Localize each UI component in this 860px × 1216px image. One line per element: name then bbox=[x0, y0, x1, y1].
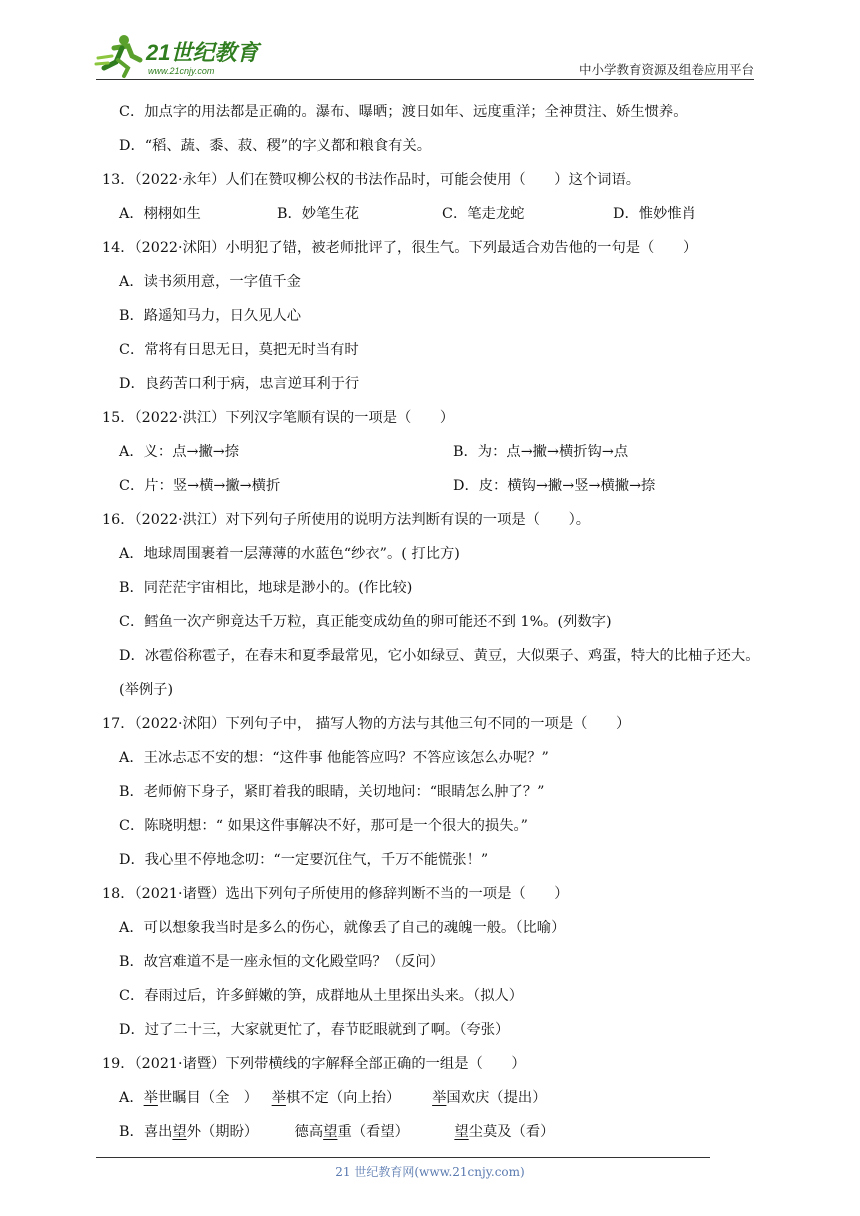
q13-option-c: C．笔走龙蛇 bbox=[442, 206, 525, 222]
q17-option-c: C．陈晓明想：“ 如果这件事解决不好，那可是一个很大的损失。” bbox=[119, 818, 528, 834]
logo-url: www.21cnjy.com bbox=[148, 66, 215, 76]
q17-option-b: B．老师俯下身子，紧盯着我的眼睛，关切地问：“眼睛怎么肿了？” bbox=[119, 784, 545, 800]
q16-option-c: C．鳕鱼一次产卵竟达千万粒，真正能变成幼鱼的卵可能还不到 1%。(列数字) bbox=[119, 614, 612, 630]
page-header bbox=[0, 0, 860, 84]
q19-option-a: A．举世瞩目（全 ） 举棋不定（向上抬） 举国欢庆（提出） bbox=[119, 1090, 547, 1106]
q16-stem: 16．（2022·洪江）对下列句子所使用的说明方法判断有误的一项是（ ）。 bbox=[102, 512, 591, 528]
q12-option-d: D．“稻、蔬、黍、菽、稷”的字义都和粮食有关。 bbox=[119, 138, 432, 154]
q13-option-d: D．惟妙惟肖 bbox=[613, 206, 696, 222]
q16-option-a: A．地球周围裹着一层薄薄的水蓝色“纱衣”。( 打比方) bbox=[119, 546, 460, 562]
underlined-char: 望 bbox=[454, 1124, 469, 1140]
footer-divider bbox=[96, 1157, 710, 1158]
q15-stem: 15．（2022·洪江）下列汉字笔顺有误的一项是（ ） bbox=[102, 410, 455, 426]
header-divider bbox=[96, 79, 754, 80]
q13-options bbox=[102, 197, 764, 231]
exam-content bbox=[102, 95, 764, 1149]
q12-option-c: C．加点字的用法都是正确的。瀑布、曝晒；渡日如年、远度重洋；全神贯注、娇生惯养。 bbox=[119, 104, 688, 120]
q18-option-b: B．故宫难道不是一座永恒的文化殿堂吗？（反问） bbox=[119, 954, 445, 970]
q14-stem: 14．（2022·沭阳）小明犯了错，被老师批评了，很生气。下列最适合劝告他的一句是（ ） bbox=[102, 240, 698, 256]
q18-option-c: C．春雨过后，许多鲜嫩的笋，成群地从土里探出头来。（拟人） bbox=[119, 988, 524, 1004]
q16-option-b: B．同茫茫宇宙相比，地球是渺小的。(作比较) bbox=[119, 580, 413, 596]
q17-option-d: D．我心里不停地念叨：“一定要沉住气，千万不能慌张！” bbox=[119, 852, 489, 868]
q15-options-row2 bbox=[102, 469, 764, 503]
underlined-char: 望 bbox=[323, 1124, 338, 1140]
q14-option-d: D．良药苦口利于病，忠言逆耳利于行 bbox=[119, 376, 360, 392]
q14-option-c: C．常将有日思无日，莫把无时当有时 bbox=[119, 342, 359, 358]
underlined-char: 望 bbox=[172, 1124, 187, 1140]
q16-option-d: D．冰雹俗称雹子，在春末和夏季最常见，它小如绿豆、黄豆，大似栗子、鸡蛋，特大的比柚子还大。(举例子) bbox=[119, 648, 760, 698]
q13-stem: 13．（2022·永年）人们在赞叹柳公权的书法作品时，可能会使用（ ）这个词语。 bbox=[102, 172, 641, 188]
q19-option-b: B．喜出望外（期盼） 德高望重（看望） 望尘莫及（看） bbox=[119, 1124, 555, 1140]
underlined-char: 举 bbox=[432, 1090, 447, 1106]
q18-stem: 18．（2021·诸暨）选出下列句子所使用的修辞判断不当的一项是（ ） bbox=[102, 886, 569, 902]
q13-option-b: B．妙笔生花 bbox=[277, 206, 359, 222]
q18-option-a: A．可以想象我当时是多么的伤心，就像丢了自己的魂魄一般。（比喻） bbox=[119, 920, 566, 936]
q18-option-d: D．过了二十三，大家就更忙了，春节眨眼就到了啊。（夸张） bbox=[119, 1022, 510, 1038]
q13-option-a: A．栩栩如生 bbox=[119, 206, 201, 222]
platform-name: 中小学教育资源及组卷应用平台 bbox=[578, 62, 754, 77]
page-footer: 21 世纪教育网(www.21cnjy.com) bbox=[335, 1165, 525, 1179]
q15-option-d: D．皮：横钩→撇→竖→横撇→捺 bbox=[453, 478, 656, 494]
q14-option-a: A．读书须用意，一字值千金 bbox=[119, 274, 301, 290]
q17-option-a: A．王冰忐忑不安的想：“这件事 他能答应吗？不答应该怎么办呢？” bbox=[119, 750, 549, 766]
underlined-char: 举 bbox=[271, 1090, 286, 1106]
q15-option-a: A．义：点→撇→捺 bbox=[119, 444, 240, 460]
q19-stem: 19．（2021·诸暨）下列带横线的字解释全部正确的一组是（ ） bbox=[102, 1056, 526, 1072]
logo-text: 21世纪教育 bbox=[146, 40, 259, 65]
q17-stem: 17．（2022·沭阳）下列句子中， 描写人物的方法与其他三句不同的一项是（ ） bbox=[102, 716, 631, 732]
q15-option-b: B．为：点→撇→横折钩→点 bbox=[453, 444, 629, 460]
q15-options-row1 bbox=[102, 435, 764, 469]
q15-option-c: C．片：竖→横→撇→横折 bbox=[119, 478, 281, 494]
underlined-char: 举 bbox=[143, 1090, 158, 1106]
runner-icon bbox=[96, 35, 140, 76]
site-logo bbox=[94, 30, 264, 80]
q14-option-b: B．路遥知马力，日久见人心 bbox=[119, 308, 302, 324]
